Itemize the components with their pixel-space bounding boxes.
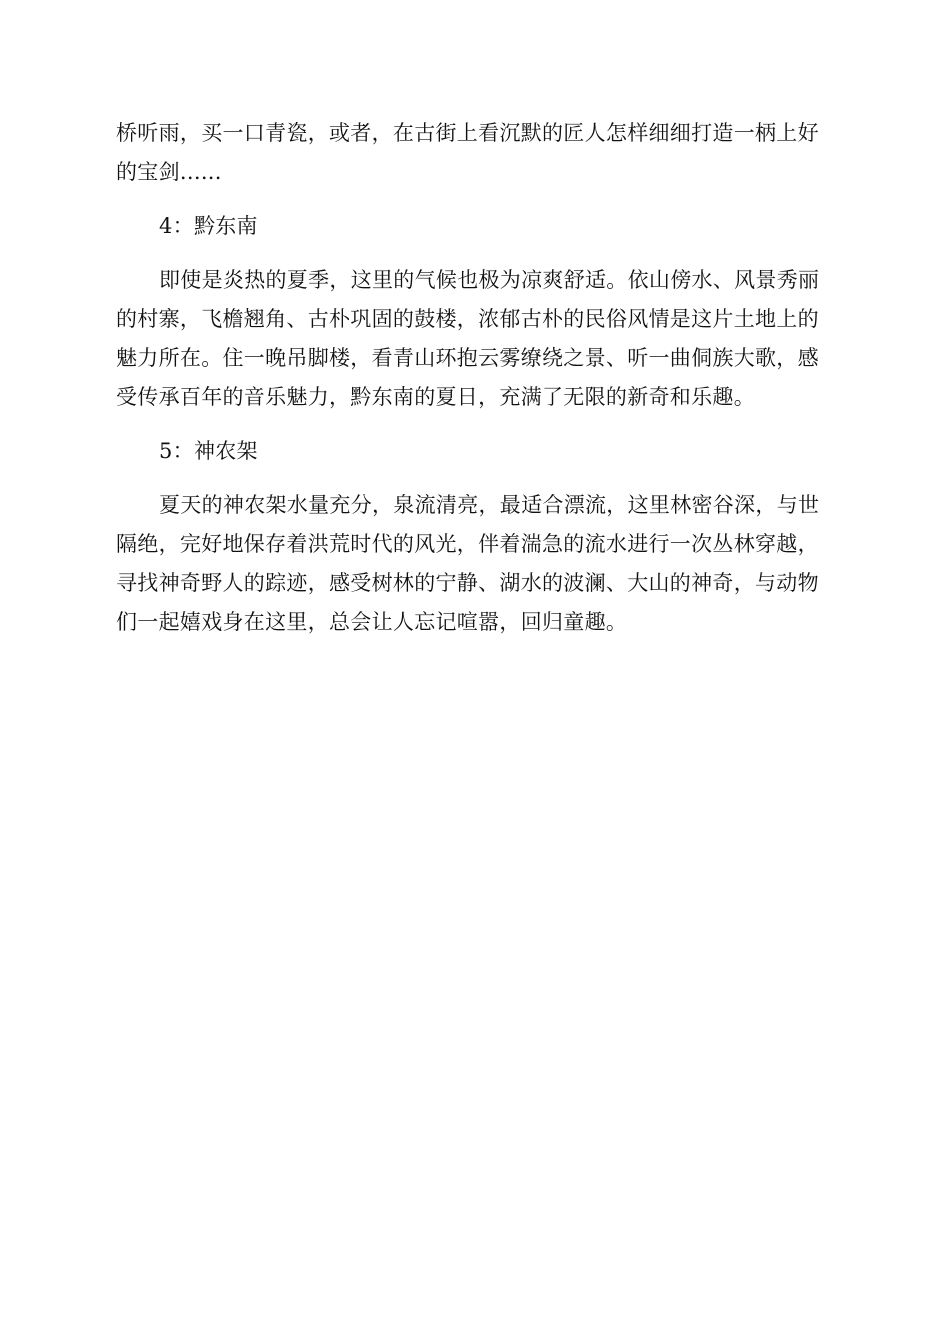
paragraph-continued: 桥听雨，买一口青瓷，或者，在古街上看沉默的匠人怎样细细打造一柄上好的宝剑......	[116, 121, 819, 184]
section-heading-qiandongnan: 4：黔东南	[159, 214, 258, 238]
paragraph-qiandongnan: 即使是炎热的夏季，这里的气候也极为凉爽舒适。依山傍水、风景秀丽的村寨，飞檐翘角、古朴巩固的鼓楼，浓郁古朴的民俗风情是这片土地上的魅力所在。住一晚吊脚楼，看青山环抱云雾缭绕之景、听一曲侗族大歌，感受传承百年的音乐魅力，黔东南的夏日，充满了无限的新奇和乐趣。	[116, 268, 820, 409]
document-body	[116, 114, 836, 642]
paragraph-shennongjia: 夏天的神农架水量充分，泉流清亮，最适合漂流，这里林密谷深，与世隔绝，完好地保存着洪荒时代的风光，伴着湍急的流水进行一次丛林穿越，寻找神奇野人的踪迹，感受树林的宁静、湖水的波澜、大山的神奇，与动物们一起嬉戏身在这里，总会让人忘记喧嚣，回归童趣。	[116, 493, 820, 634]
section-heading-shennongjia: 5：神农架	[159, 439, 258, 463]
